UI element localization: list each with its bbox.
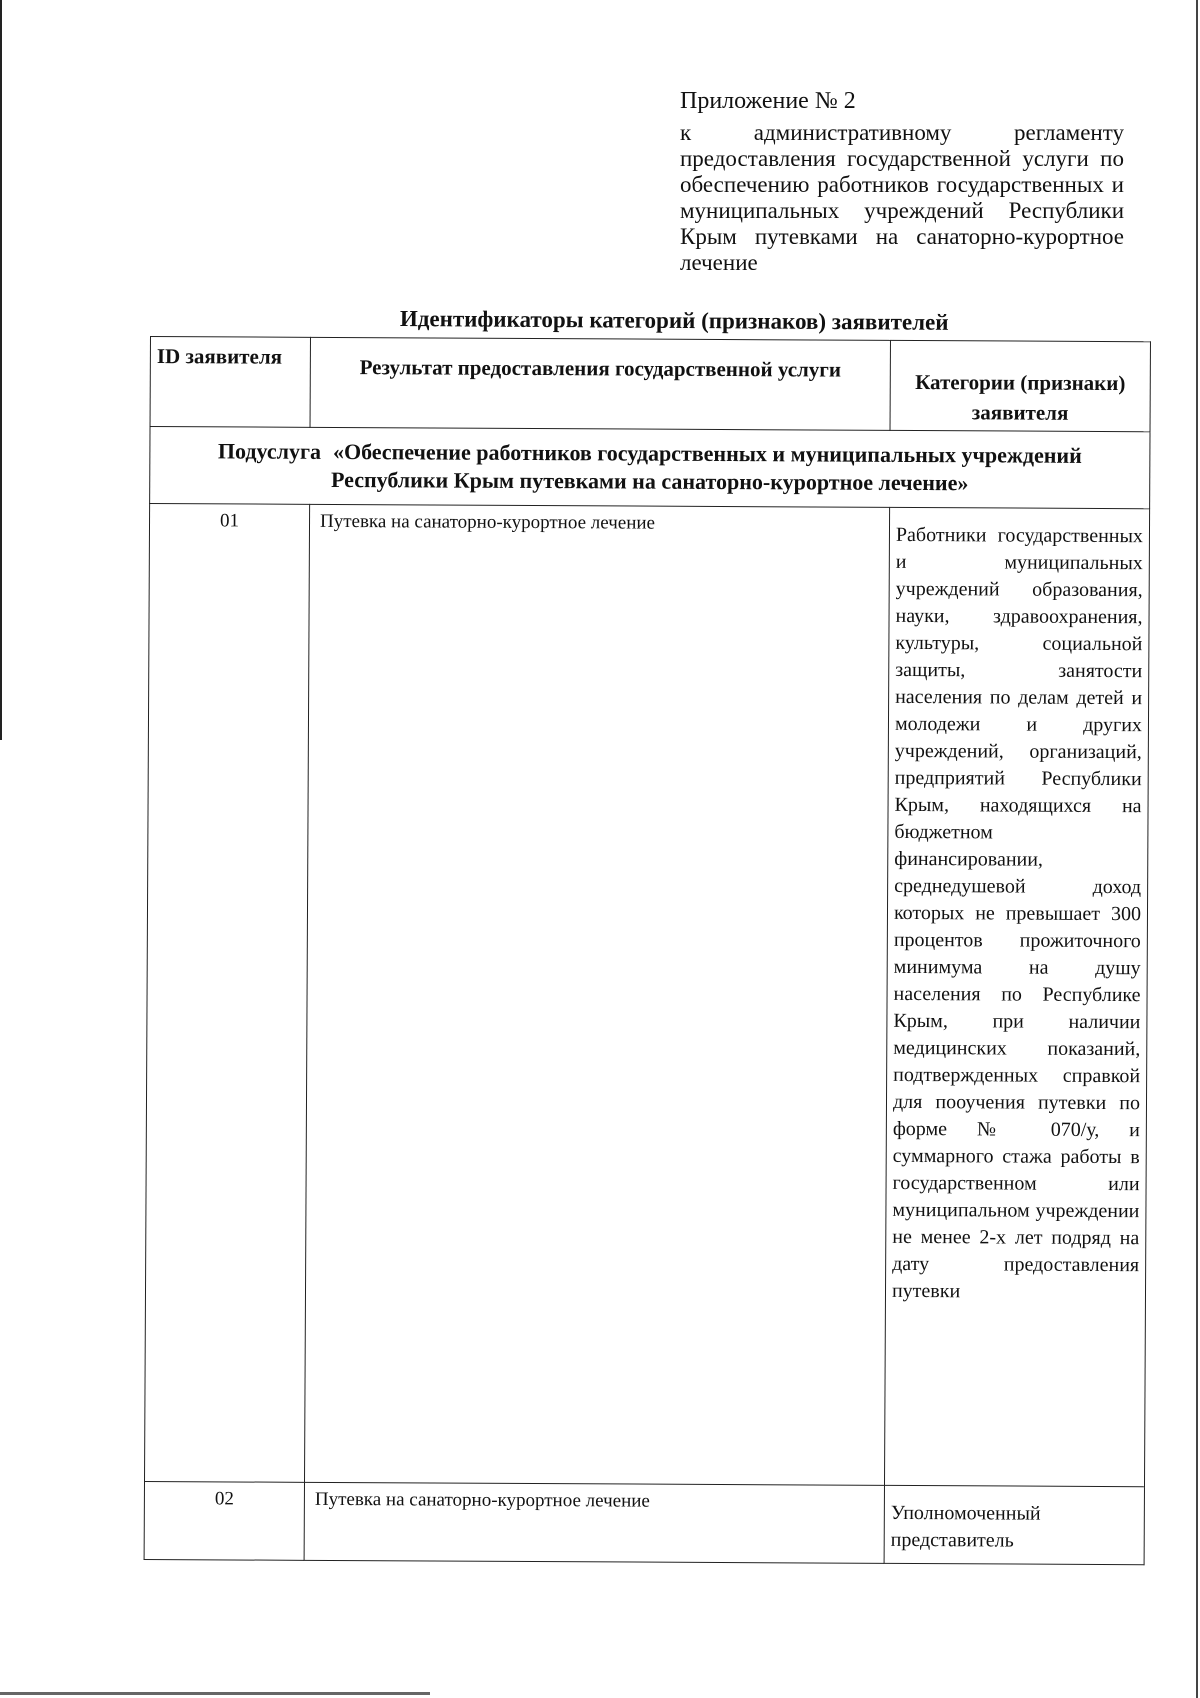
subservice-row [150,427,1150,509]
scan-edge-left [0,0,2,740]
row-category-cell: Работники государственных и муниципальных учреждений образования, науки, здравоохранения, культуры, социальной защиты, занятости населения по делам детей и молодежи и других учреждений, организаций, предприятий Республики Крым, находящихся на бюджетном финансировании, среднедушевой доход которых не превышает 300 процентов прожиточного минимума на душу населения по Республике Крым, при наличии медицинских показаний, подтвержденных справкой для пооучения путевки по форме № 070/у, и суммарного стажа работы в государственном или муниципальном учреждении не менее 2-х лет подряд на дату предоставления путевки [884,507,1149,1486]
table-row [145,504,1150,1487]
subservice-text: «Обеспечение работников государственных и муниципальных учреждений Республики Крым путевками на санаторно-курортное лечение» [330,438,1082,496]
scan-edge-bottom [0,1692,430,1695]
subservice-label: Подуслуга [217,438,322,464]
row-id-cell: 02 [144,1481,304,1560]
scan-edge-right [1196,0,1198,1698]
applicant-table-wrapper [144,336,1146,1552]
row-category-cell: Уполномоченный представитель [884,1485,1144,1564]
table-row [144,1481,1144,1564]
subservice-cell [150,427,1150,509]
header-id: ID заявителя [150,337,310,428]
table-header-row [150,337,1150,432]
row-result-cell: Путевка на санаторно-курортное лечение [305,504,890,1485]
header-category: Категории (признаки) заявителя [890,340,1150,431]
appendix-title: Приложение № 2 [680,88,856,114]
document-title: Идентификаторы категорий (признаков) заявителей [399,306,949,335]
row-id-cell: 01 [145,504,310,1483]
appendix-block [680,88,1124,276]
applicant-categories-table [144,336,1151,1565]
row-result-cell: Путевка на санаторно-курортное лечение [304,1482,884,1563]
header-result: Результат предоставления государственной услуги [310,337,890,430]
appendix-text: к административному регламенту предоставления государственной услуги по обеспечению работников государственных и муниципальных учреждений Республики Крым путевками на санаторно-курортное лечение [680,120,1124,275]
